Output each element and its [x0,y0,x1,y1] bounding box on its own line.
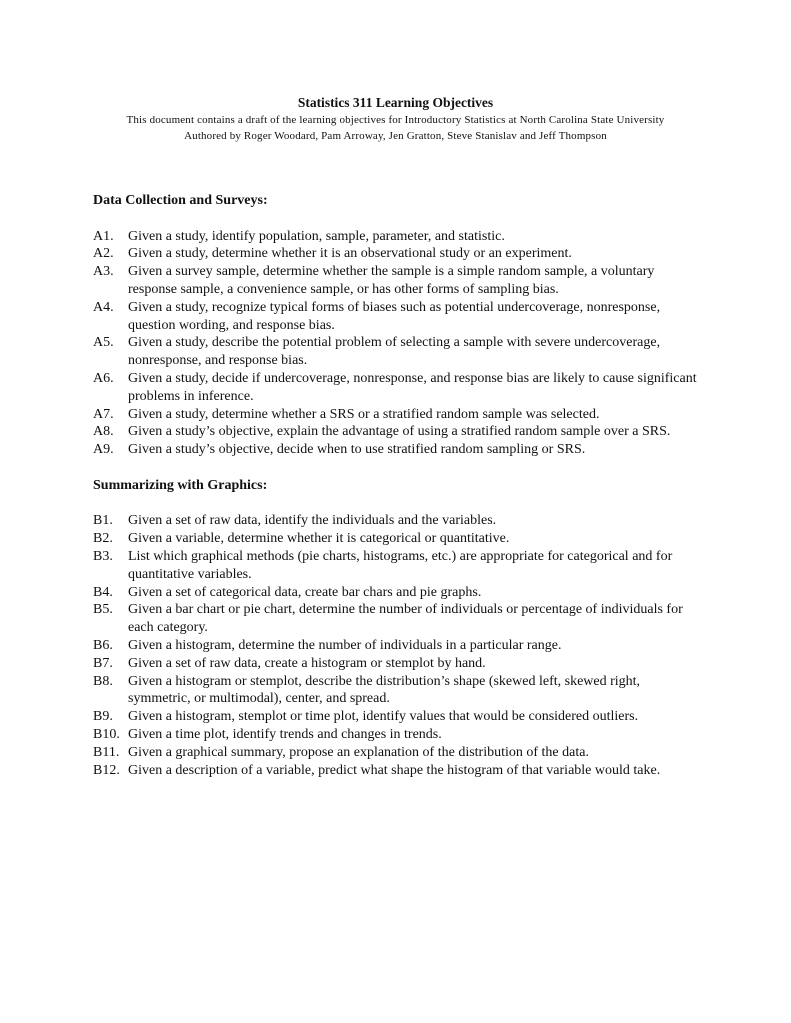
document-authors: Authored by Roger Woodard, Pam Arroway, Jen Gratton, Steve Stanislav and Jeff Thompson [184,129,607,142]
objective-text: Given a study’s objective, explain the advantage of using a stratified random sample over a SRS. [128,424,671,440]
objective-text: Given a variable, determine whether it is categorical or quantitative. [128,531,510,547]
objective-id: B7. [93,655,113,671]
objective-item [93,370,703,406]
objective-text: Given a study’s objective, decide when to use stratified random sampling or SRS. [128,442,586,458]
document-body [93,192,703,797]
objective-item [93,601,703,637]
objective-text: Given a study, recognize typical forms of biases such as potential undercoverage, nonresponse, question wording, and response bias. [128,299,661,333]
objective-id: B6. [93,637,113,653]
objective-item [93,334,703,370]
objective-item [93,548,703,584]
objective-id: B8. [93,673,113,689]
objective-text: Given a time plot, identify trends and changes in trends. [128,726,442,742]
section-data-collection [93,192,703,459]
objective-id: B12. [93,762,120,778]
objective-text: Given a survey sample, determine whether the sample is a simple random sample, a voluntary response sample, a convenience sample, or has other forms of sampling bias. [128,264,655,297]
objective-item [93,655,703,673]
objective-item [93,762,703,780]
objective-text: Given a study, describe the potential problem of selecting a sample with severe undercoverage, nonresponse, and response bias. [128,335,661,369]
objective-item [93,406,703,424]
objective-item [93,744,703,762]
objective-text: Given a description of a variable, predict what shape the histogram of that variable would take. [128,762,661,778]
objective-text: Given a histogram, stemplot or time plot, identify values that would be considered outliers. [128,709,639,725]
document-subtitle: This document contains a draft of the learning objectives for Introductory Statistics at North Carolina State University [126,114,665,126]
objective-list [93,228,703,459]
section-heading: Data Collection and Surveys: [93,193,268,208]
objective-item [93,245,703,263]
objective-id: B11. [93,744,120,760]
objective-id: B3. [93,548,113,564]
objective-id: B4. [93,584,113,600]
objective-id: A2. [93,246,114,262]
objective-item [93,673,703,709]
objective-item [93,530,703,548]
objective-item [93,441,703,459]
objective-item [93,512,703,530]
objective-id: B9. [93,709,113,725]
objective-item [93,263,703,299]
objective-text: Given a study, determine whether a SRS or a stratified random sample was selected. [128,406,600,422]
document-title: Statistics 311 Learning Objectives [297,95,494,110]
objective-text: Given a graphical summary, propose an explanation of the distribution of the data. [128,744,589,760]
objective-text: Given a study, identify population, sample, parameter, and statistic. [128,228,505,244]
objective-id: A1. [93,228,114,244]
objective-item [93,637,703,655]
objective-id: B2. [93,531,113,547]
objective-id: B10. [93,726,120,742]
objective-item [93,708,703,726]
section-heading: Summarizing with Graphics: [93,477,268,493]
objective-id: B5. [93,602,113,618]
objective-id: A5. [93,335,114,351]
objective-id: A7. [93,406,114,422]
objective-item [93,228,703,246]
objective-text: Given a bar chart or pie chart, determine the number of individuals or percentage of individuals for each category. [128,602,683,636]
objective-text: Given a study, decide if undercoverage, nonresponse, and response bias are likely to cause significant problems in inference. [128,370,697,404]
objective-text: Given a set of categorical data, create bar chars and pie graphs. [128,584,482,600]
objective-text: Given a histogram or stemplot, describe the distribution’s shape (skewed left, skewed right, symmetric, or multimodal), center, and spread. [128,673,641,707]
objective-id: B1. [93,513,113,529]
objective-id: A6. [93,370,114,386]
objective-id: A3. [93,264,114,280]
objective-text: Given a study, determine whether it is an observational study or an experiment. [128,246,572,262]
objective-list [93,512,703,779]
objective-id: A9. [93,442,114,458]
objective-item [93,299,703,335]
objective-text: Given a set of raw data, identify the individuals and the variables. [128,513,497,529]
document-header [110,94,681,143]
objective-text: List which graphical methods (pie charts, histograms, etc.) are appropriate for categorical and for quantitative variables. [128,548,673,582]
objective-text: Given a set of raw data, create a histogram or stemplot by hand. [128,655,486,671]
objective-item [93,726,703,744]
section-summarizing-graphics [93,477,703,780]
objective-text: Given a histogram, determine the number of individuals in a particular range. [128,637,562,653]
objective-item [93,584,703,602]
objective-id: A4. [93,299,114,315]
objective-id: A8. [93,424,114,440]
objective-item [93,423,703,441]
